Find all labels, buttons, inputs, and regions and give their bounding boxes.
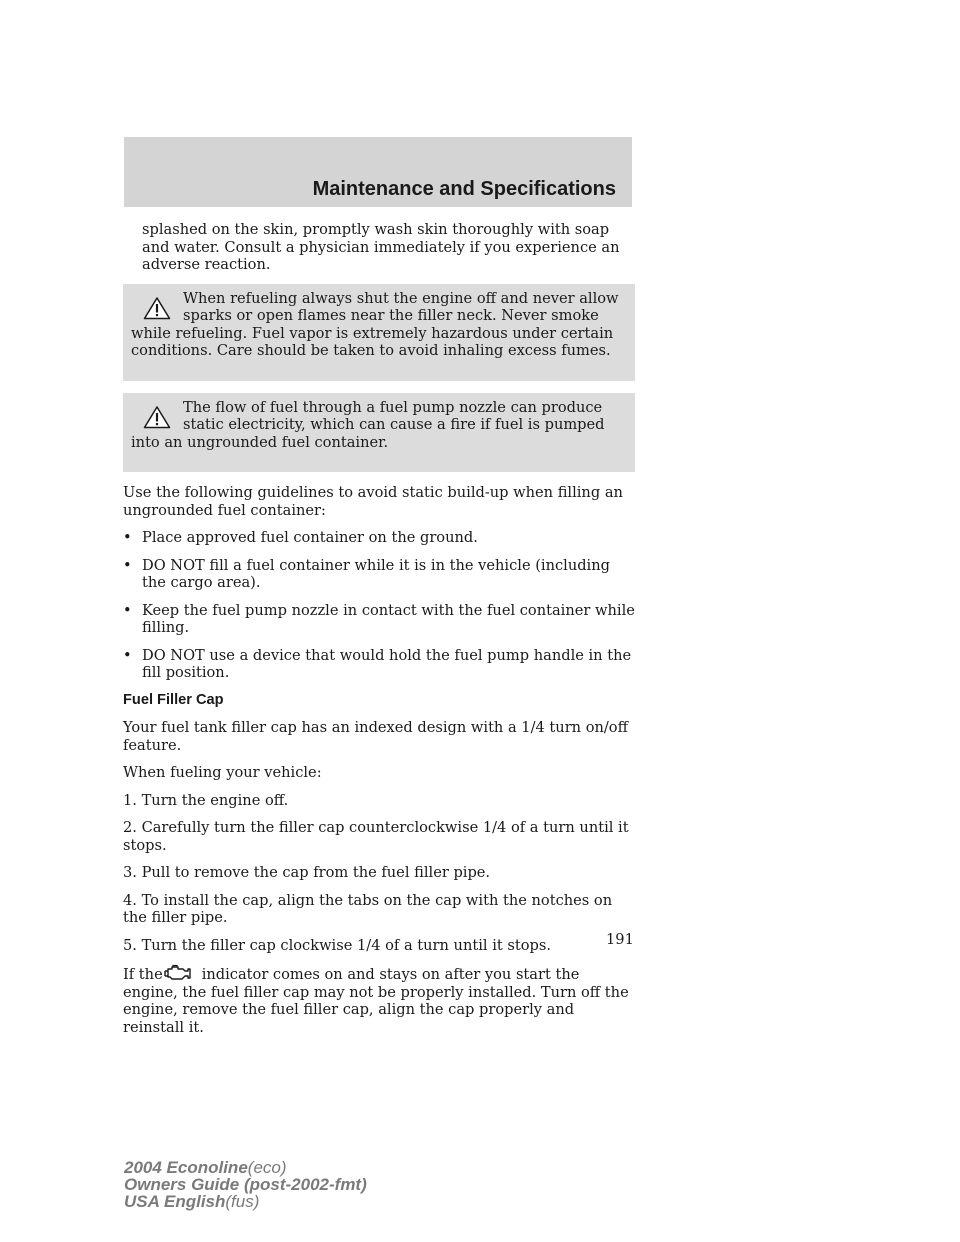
step-item: 2. Carefully turn the filler cap counterclockwise 1/4 of a turn until it stops. [123, 819, 629, 854]
footer-guide: Owners Guide (post-2002-fmt) [124, 1175, 367, 1194]
list-item-text: Place approved fuel container on the ground. [142, 529, 478, 546]
document-footer [124, 1159, 367, 1210]
bullet-icon: • [123, 601, 132, 619]
list-item [123, 602, 635, 637]
warning-box-static [123, 393, 635, 473]
list-item-text: Keep the fuel pump nozzle in contact with the fuel container while filling. [142, 601, 635, 636]
subsection-heading: Fuel Filler Cap [123, 691, 224, 708]
warning-text-refueling: When refueling always shut the engine off and never allow sparks or open flames near the filler neck. Never smoke while refueling. Fuel vapor is extremely hazardous under certain conditions. Care should be taken to avoid inhaling excess fumes. [131, 289, 619, 359]
footer-line-language [124, 1193, 367, 1210]
warning-triangle-icon [143, 405, 171, 429]
bullet-icon: • [123, 529, 132, 546]
footer-model: 2004 Econoline [124, 1158, 248, 1177]
warning-box-refueling [123, 284, 635, 381]
page-content [123, 221, 635, 1046]
footer-language-code: (fus) [225, 1192, 260, 1211]
list-item [123, 557, 635, 592]
steps-intro: When fueling your vehicle: [123, 764, 322, 781]
step-item: 5. Turn the filler cap clockwise 1/4 of a turn until it stops. [123, 936, 551, 954]
footer-line-model [124, 1159, 367, 1176]
intro-paragraph: splashed on the skin, promptly wash skin thoroughly with soap and water. Consult a physician immediately if you experience an adverse reaction. [142, 221, 620, 273]
list-item-text: DO NOT use a device that would hold the fuel pump handle in the fill position. [142, 646, 632, 681]
list-item [123, 529, 635, 547]
footer-language: USA English [124, 1192, 226, 1211]
footer-model-code: (eco) [247, 1158, 287, 1177]
indicator-paragraph [123, 964, 635, 1036]
filler-cap-description: Your fuel tank filler cap has an indexed design with a 1/4 turn on/off feature. [123, 719, 628, 754]
bullet-icon: • [123, 646, 132, 664]
section-title: Maintenance and Specifications [312, 178, 616, 200]
list-item-text: DO NOT fill a fuel container while it is in the vehicle (including the cargo area). [142, 556, 610, 591]
guidelines-list [123, 529, 635, 682]
section-header-band [124, 137, 632, 207]
indicator-text-before: If the [123, 966, 163, 983]
warning-triangle-icon [143, 296, 171, 320]
guidelines-intro: Use the following guidelines to avoid static build-up when filling an ungrounded fuel container: [123, 484, 623, 519]
check-engine-icon [164, 964, 194, 982]
step-item: 1. Turn the engine off. [123, 791, 289, 809]
page-number: 191 [606, 931, 634, 948]
step-item: 4. To install the cap, align the tabs on the cap with the notches on the filler pipe. [123, 891, 613, 926]
steps-list [123, 792, 635, 955]
list-item [123, 647, 635, 682]
indicator-text-after: indicator comes on and stays on after you start the engine, the fuel filler cap may not be properly installed. Turn off the engine, remove the fuel filler cap, align the cap properly and reinstall it. [123, 966, 629, 1036]
step-item: 3. Pull to remove the cap from the fuel filler pipe. [123, 864, 491, 881]
warning-text-static: The flow of fuel through a fuel pump nozzle can produce static electricity, which can cause a fire if fuel is pumped into an ungrounded fuel container. [131, 398, 605, 451]
bullet-icon: • [123, 556, 132, 574]
